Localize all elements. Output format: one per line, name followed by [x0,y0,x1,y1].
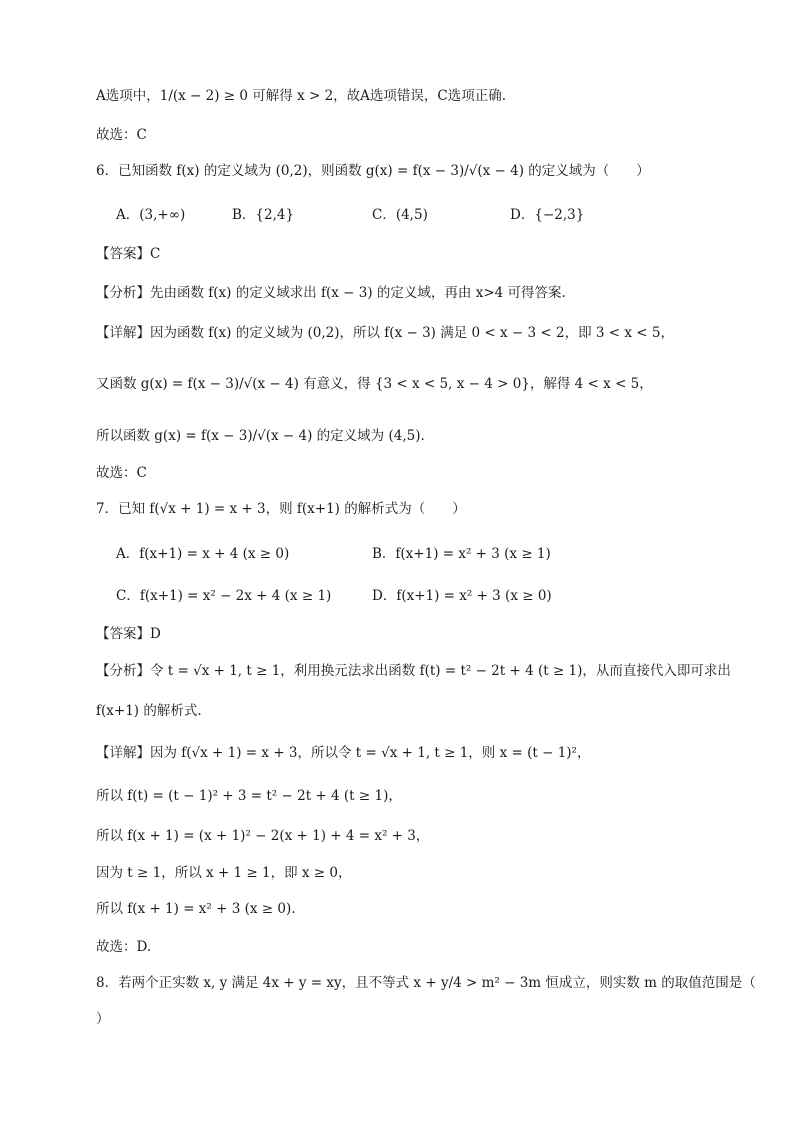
text-line: A选项中，1/(x − 2) ≥ 0 可解得 x > 2，故A选项错误，C选项正确. [96,88,507,104]
answer-option: A．(3,+∞) [116,207,186,223]
answer-option: C．f(x+1) = x² − 2x + 4 (x ≥ 1) [116,588,332,604]
text-line: 【详解】因为函数 f(x) 的定义域为 (0,2)，所以 f(x − 3) 满足 0 < x − 3 < 2，即 3 < x < 5， [96,325,674,341]
text-line: 故选：C [96,465,147,481]
text-line: 【分析】先由函数 f(x) 的定义域求出 f(x − 3) 的定义域，再由 x>4 可得答案. [96,285,566,301]
text-line: 【答案】C [96,246,161,262]
text-line: 7．已知 f(√x + 1) = x + 3，则 f(x+1) 的解析式为（ ） [96,501,466,517]
text-line: 所以 f(x + 1) = x² + 3 (x ≥ 0). [96,901,296,917]
text-line: 所以 f(t) = (t − 1)² + 3 = t² − 2t + 4 (t ≥ 1)， [96,788,402,804]
answer-option: D．{−2,3} [510,207,585,223]
text-line: 【答案】D [96,626,161,642]
answer-option: B．{2,4} [232,207,295,223]
text-line: 又函数 g(x) = f(x − 3)/√(x − 4) 有意义，得 {3 < x < 5, x − 4 > 0}，解得 4 < x < 5， [96,376,653,392]
text-line: 所以函数 g(x) = f(x − 3)/√(x − 4) 的定义域为 (4,5). [96,428,425,444]
text-line: 故选：C [96,127,147,143]
text-line: 8．若两个正实数 x, y 满足 4x + y = xy，且不等式 x + y/4 > m² − 3m 恒成立，则实数 m 的取值范围是（ [96,975,756,991]
text-line: 所以 f(x + 1) = (x + 1)² − 2(x + 1) + 4 = x² + 3， [96,828,430,844]
text-line: 故选：D. [96,939,152,955]
text-line: 【分析】令 t = √x + 1, t ≥ 1，利用换元法求出函数 f(t) = t² − 2t + 4 (t ≥ 1)，从而直接代入即可求出 [96,663,731,679]
answer-option: A．f(x+1) = x + 4 (x ≥ 0) [116,546,290,562]
text-line: 因为 t ≥ 1，所以 x + 1 ≥ 1，即 x ≥ 0， [96,865,352,881]
answer-option: D．f(x+1) = x² + 3 (x ≥ 0) [372,588,552,604]
answer-option: C．(4,5) [372,207,428,223]
text-line: 【详解】因为 f(√x + 1) = x + 3，所以令 t = √x + 1, t ≥ 1，则 x = (t − 1)²， [96,745,591,761]
text-line: ） [96,1011,110,1027]
answer-option: B．f(x+1) = x² + 3 (x ≥ 1) [372,546,551,562]
text-line: f(x+1) 的解析式. [96,703,202,719]
text-line: 6．已知函数 f(x) 的定义域为 (0,2)，则函数 g(x) = f(x − 3)/√(x − 4) 的定义域为（ ） [96,163,650,179]
